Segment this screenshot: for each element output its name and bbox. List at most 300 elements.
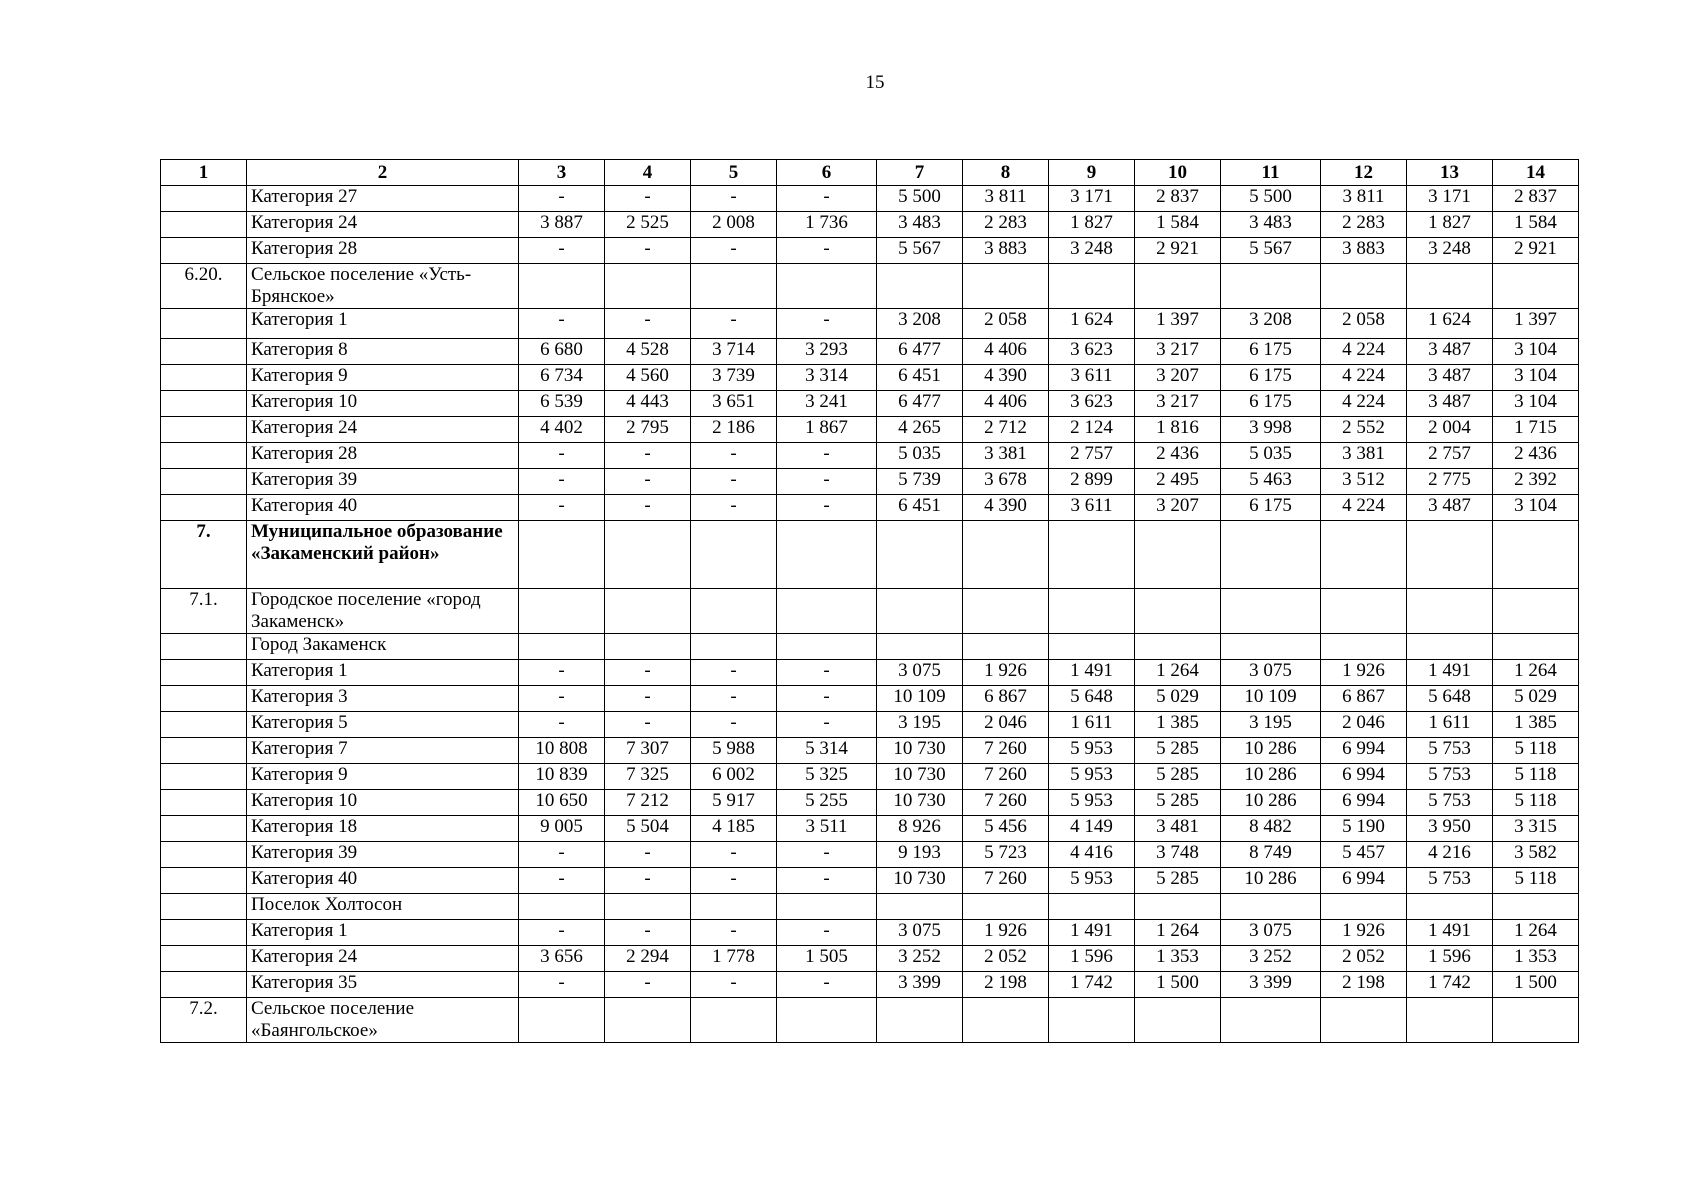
value-cell: 2 436	[1135, 443, 1221, 469]
row-number-cell	[161, 920, 247, 946]
value-cell: 5 255	[777, 790, 877, 816]
value-cell: -	[605, 309, 691, 339]
value-cell: -	[519, 686, 605, 712]
table-row	[161, 842, 1579, 868]
value-cell	[691, 634, 777, 660]
value-cell: 3 104	[1493, 365, 1579, 391]
value-cell: 1 926	[963, 920, 1049, 946]
value-cell: 10 730	[877, 790, 963, 816]
value-cell: 3 248	[1407, 238, 1493, 264]
value-cell: 5 029	[1493, 686, 1579, 712]
value-cell: 5 325	[777, 764, 877, 790]
value-cell	[1321, 894, 1407, 920]
value-cell: 3 104	[1493, 495, 1579, 521]
value-cell: 8 482	[1221, 816, 1321, 842]
row-name-cell: Категория 9	[247, 764, 519, 790]
column-header: 8	[963, 160, 1049, 186]
table-row	[161, 186, 1579, 212]
value-cell	[877, 589, 963, 634]
value-cell: 1 491	[1049, 660, 1135, 686]
row-number-cell	[161, 712, 247, 738]
value-cell: 3 811	[963, 186, 1049, 212]
row-number-cell	[161, 790, 247, 816]
value-cell: -	[691, 972, 777, 998]
value-cell	[1407, 521, 1493, 589]
value-cell: -	[691, 842, 777, 868]
value-cell: 1 491	[1049, 920, 1135, 946]
value-cell: -	[605, 186, 691, 212]
value-cell	[1221, 634, 1321, 660]
value-cell: 10 286	[1221, 868, 1321, 894]
value-cell: 5 648	[1049, 686, 1135, 712]
value-cell: -	[691, 186, 777, 212]
row-number-cell	[161, 816, 247, 842]
row-number-cell: 6.20.	[161, 264, 247, 309]
value-cell: 1 491	[1407, 920, 1493, 946]
value-cell	[519, 264, 605, 309]
value-cell: 6 477	[877, 391, 963, 417]
value-cell: -	[519, 660, 605, 686]
value-cell: 1 827	[1407, 212, 1493, 238]
value-cell: 1 500	[1135, 972, 1221, 998]
value-cell: 3 315	[1493, 816, 1579, 842]
value-cell: 1 584	[1493, 212, 1579, 238]
column-header: 11	[1221, 160, 1321, 186]
value-cell: 3 651	[691, 391, 777, 417]
value-cell	[1493, 521, 1579, 589]
value-cell: 3 207	[1135, 495, 1221, 521]
value-cell: 4 224	[1321, 365, 1407, 391]
value-cell	[1321, 634, 1407, 660]
value-cell: 4 560	[605, 365, 691, 391]
value-cell: 5 029	[1135, 686, 1221, 712]
table-row	[161, 868, 1579, 894]
value-cell	[1221, 264, 1321, 309]
value-cell: 3 075	[877, 920, 963, 946]
value-cell: 3 887	[519, 212, 605, 238]
value-cell	[605, 521, 691, 589]
value-cell	[1135, 264, 1221, 309]
value-cell: 5 118	[1493, 764, 1579, 790]
value-cell	[877, 634, 963, 660]
value-cell: 1 742	[1407, 972, 1493, 998]
value-cell: -	[691, 712, 777, 738]
value-cell: 1 742	[1049, 972, 1135, 998]
value-cell: 2 757	[1049, 443, 1135, 469]
row-name-cell: Категория 1	[247, 309, 519, 339]
value-cell: 5 567	[1221, 238, 1321, 264]
value-cell	[1135, 894, 1221, 920]
value-cell: 2 052	[963, 946, 1049, 972]
table-row	[161, 790, 1579, 816]
row-number-cell	[161, 894, 247, 920]
row-number-cell	[161, 495, 247, 521]
value-cell: -	[605, 469, 691, 495]
value-cell: 4 224	[1321, 339, 1407, 365]
value-cell: -	[691, 469, 777, 495]
table-row	[161, 738, 1579, 764]
value-cell: 5 953	[1049, 764, 1135, 790]
value-cell: -	[777, 238, 877, 264]
value-cell: 3 293	[777, 339, 877, 365]
value-cell	[1135, 521, 1221, 589]
value-cell: -	[605, 842, 691, 868]
value-cell: 5 753	[1407, 790, 1493, 816]
table-row	[161, 764, 1579, 790]
value-cell: -	[777, 495, 877, 521]
value-cell: 5 648	[1407, 686, 1493, 712]
value-cell: 5 285	[1135, 790, 1221, 816]
table-row	[161, 417, 1579, 443]
row-name-cell: Категория 40	[247, 868, 519, 894]
value-cell: 2 525	[605, 212, 691, 238]
value-cell: -	[777, 972, 877, 998]
value-cell: 10 808	[519, 738, 605, 764]
value-cell: 5 285	[1135, 764, 1221, 790]
value-cell	[1049, 264, 1135, 309]
value-cell: 10 109	[1221, 686, 1321, 712]
value-cell: 10 839	[519, 764, 605, 790]
value-cell: 6 477	[877, 339, 963, 365]
row-number-cell	[161, 660, 247, 686]
value-cell	[605, 894, 691, 920]
value-cell: 5 118	[1493, 790, 1579, 816]
value-cell: 3 611	[1049, 495, 1135, 521]
value-cell: 5 953	[1049, 738, 1135, 764]
value-cell: 3 623	[1049, 391, 1135, 417]
value-cell: -	[519, 495, 605, 521]
value-cell: 6 539	[519, 391, 605, 417]
row-name-cell: Категория 40	[247, 495, 519, 521]
value-cell: 1 736	[777, 212, 877, 238]
table-row	[161, 998, 1579, 1043]
value-cell: 1 596	[1049, 946, 1135, 972]
table-row	[161, 920, 1579, 946]
value-cell: 1 867	[777, 417, 877, 443]
value-cell	[1049, 521, 1135, 589]
value-cell: 4 224	[1321, 495, 1407, 521]
row-number-cell	[161, 469, 247, 495]
value-cell: 3 248	[1049, 238, 1135, 264]
value-cell: 5 753	[1407, 868, 1493, 894]
row-name-cell: Категория 24	[247, 946, 519, 972]
row-name-cell: Категория 1	[247, 660, 519, 686]
value-cell: 3 195	[877, 712, 963, 738]
row-number-cell	[161, 391, 247, 417]
row-number-cell	[161, 309, 247, 339]
value-cell: -	[519, 443, 605, 469]
table-row	[161, 712, 1579, 738]
row-name-cell: Категория 10	[247, 391, 519, 417]
value-cell: 1 778	[691, 946, 777, 972]
value-cell	[963, 521, 1049, 589]
value-cell: 3 381	[963, 443, 1049, 469]
row-name-cell: Городское поселение «город Закаменск»	[247, 589, 519, 634]
table-row	[161, 660, 1579, 686]
row-name-cell: Категория 24	[247, 417, 519, 443]
value-cell: 4 443	[605, 391, 691, 417]
value-cell: 2 283	[1321, 212, 1407, 238]
value-cell: 3 314	[777, 365, 877, 391]
value-cell: 4 185	[691, 816, 777, 842]
row-number-cell	[161, 686, 247, 712]
value-cell: -	[519, 868, 605, 894]
value-cell: 2 795	[605, 417, 691, 443]
value-cell	[605, 589, 691, 634]
value-cell: 10 286	[1221, 764, 1321, 790]
value-cell: 5 500	[877, 186, 963, 212]
value-cell	[1407, 264, 1493, 309]
value-cell: 3 217	[1135, 391, 1221, 417]
value-cell: 3 582	[1493, 842, 1579, 868]
value-cell: 8 926	[877, 816, 963, 842]
value-cell: 6 994	[1321, 764, 1407, 790]
value-cell: 2 186	[691, 417, 777, 443]
value-cell	[1049, 634, 1135, 660]
row-name-cell: Сельское поселение «Баянгольское»	[247, 998, 519, 1043]
value-cell	[963, 634, 1049, 660]
row-name-cell: Категория 28	[247, 443, 519, 469]
value-cell	[1135, 998, 1221, 1043]
value-cell	[963, 998, 1049, 1043]
table-row	[161, 894, 1579, 920]
value-cell: 6 451	[877, 495, 963, 521]
value-cell: -	[605, 443, 691, 469]
value-cell: 10 730	[877, 868, 963, 894]
column-header: 2	[247, 160, 519, 186]
row-number-cell	[161, 972, 247, 998]
row-name-cell: Категория 10	[247, 790, 519, 816]
value-cell	[691, 264, 777, 309]
column-header: 14	[1493, 160, 1579, 186]
value-cell: 3 483	[1221, 212, 1321, 238]
value-cell: 2 052	[1321, 946, 1407, 972]
value-cell: -	[691, 920, 777, 946]
value-cell: -	[519, 469, 605, 495]
page-number: 15	[865, 72, 885, 93]
column-header: 13	[1407, 160, 1493, 186]
value-cell: 3 678	[963, 469, 1049, 495]
value-cell	[963, 264, 1049, 309]
row-number-cell: 7.	[161, 521, 247, 589]
value-cell: 5 988	[691, 738, 777, 764]
row-number-cell	[161, 443, 247, 469]
value-cell: 6 867	[963, 686, 1049, 712]
value-cell	[1407, 894, 1493, 920]
table-row	[161, 309, 1579, 339]
value-cell	[963, 589, 1049, 634]
value-cell: 6 002	[691, 764, 777, 790]
value-cell: 5 190	[1321, 816, 1407, 842]
value-cell	[777, 264, 877, 309]
table-row	[161, 589, 1579, 634]
value-cell: 10 286	[1221, 738, 1321, 764]
value-cell	[519, 634, 605, 660]
value-cell: -	[605, 495, 691, 521]
value-cell	[1221, 894, 1321, 920]
row-name-cell: Сельское поселение «Усть-Брянское»	[247, 264, 519, 309]
value-cell: 5 723	[963, 842, 1049, 868]
value-cell: 1 397	[1493, 309, 1579, 339]
value-cell: 5 567	[877, 238, 963, 264]
value-cell: -	[605, 972, 691, 998]
value-cell	[877, 894, 963, 920]
value-cell: 3 998	[1221, 417, 1321, 443]
row-name-cell: Категория 7	[247, 738, 519, 764]
value-cell: 1 264	[1493, 660, 1579, 686]
value-cell: 1 264	[1493, 920, 1579, 946]
row-name-cell: Категория 9	[247, 365, 519, 391]
value-cell	[605, 998, 691, 1043]
value-cell: 1 385	[1135, 712, 1221, 738]
value-cell	[691, 521, 777, 589]
value-cell: 1 827	[1049, 212, 1135, 238]
value-cell: 2 392	[1493, 469, 1579, 495]
value-cell: -	[519, 712, 605, 738]
value-cell: 1 584	[1135, 212, 1221, 238]
value-cell: 3 075	[877, 660, 963, 686]
row-name-cell: Категория 39	[247, 469, 519, 495]
value-cell: 7 260	[963, 738, 1049, 764]
value-cell	[1321, 589, 1407, 634]
value-cell	[777, 998, 877, 1043]
value-cell	[1049, 998, 1135, 1043]
row-name-cell: Категория 35	[247, 972, 519, 998]
value-cell: 2 294	[605, 946, 691, 972]
value-cell: 1 397	[1135, 309, 1221, 339]
row-name-cell: Муниципальное образование «Закаменский район»	[247, 521, 519, 589]
table-row	[161, 365, 1579, 391]
value-cell: 3 171	[1407, 186, 1493, 212]
value-cell: 2 837	[1493, 186, 1579, 212]
value-cell: 5 463	[1221, 469, 1321, 495]
value-cell: 1 500	[1493, 972, 1579, 998]
value-cell	[1221, 589, 1321, 634]
table-row	[161, 495, 1579, 521]
value-cell: 1 624	[1049, 309, 1135, 339]
value-cell: 3 208	[877, 309, 963, 339]
value-cell: 3 217	[1135, 339, 1221, 365]
value-cell: 3 487	[1407, 391, 1493, 417]
table-row	[161, 238, 1579, 264]
value-cell: 5 285	[1135, 738, 1221, 764]
value-cell	[877, 521, 963, 589]
value-cell	[1135, 589, 1221, 634]
value-cell: 9 005	[519, 816, 605, 842]
value-cell	[605, 264, 691, 309]
row-name-cell: Категория 5	[247, 712, 519, 738]
value-cell	[519, 521, 605, 589]
table-row	[161, 946, 1579, 972]
value-cell: 6 994	[1321, 868, 1407, 894]
value-cell: 4 406	[963, 391, 1049, 417]
row-number-cell	[161, 212, 247, 238]
value-cell: 3 241	[777, 391, 877, 417]
value-cell: -	[605, 238, 691, 264]
value-cell: 3 511	[777, 816, 877, 842]
value-cell: 1 926	[1321, 920, 1407, 946]
value-cell: 3 487	[1407, 495, 1493, 521]
value-cell	[519, 589, 605, 634]
value-cell: 10 286	[1221, 790, 1321, 816]
value-cell: -	[605, 660, 691, 686]
value-cell: 2 436	[1493, 443, 1579, 469]
value-cell: 3 075	[1221, 660, 1321, 686]
value-cell: 2 046	[1321, 712, 1407, 738]
value-cell: -	[691, 309, 777, 339]
value-cell: 5 500	[1221, 186, 1321, 212]
value-cell	[1493, 589, 1579, 634]
row-number-cell	[161, 365, 247, 391]
value-cell	[1493, 998, 1579, 1043]
value-cell	[1321, 521, 1407, 589]
value-cell: 3 483	[877, 212, 963, 238]
value-cell: -	[777, 712, 877, 738]
value-cell: 6 994	[1321, 790, 1407, 816]
value-cell: 3 739	[691, 365, 777, 391]
value-cell: 5 504	[605, 816, 691, 842]
value-cell: 3 512	[1321, 469, 1407, 495]
value-cell: -	[519, 920, 605, 946]
row-name-cell: Категория 28	[247, 238, 519, 264]
value-cell: -	[605, 868, 691, 894]
value-cell: 4 216	[1407, 842, 1493, 868]
value-cell: 2 058	[1321, 309, 1407, 339]
value-cell: 10 109	[877, 686, 963, 712]
value-cell: 8 749	[1221, 842, 1321, 868]
value-cell	[877, 264, 963, 309]
value-cell: 3 104	[1493, 391, 1579, 417]
value-cell: -	[519, 186, 605, 212]
value-cell: 4 390	[963, 365, 1049, 391]
row-number-cell	[161, 417, 247, 443]
value-cell: 5 457	[1321, 842, 1407, 868]
column-header: 6	[777, 160, 877, 186]
value-cell: -	[777, 868, 877, 894]
value-cell: 3 075	[1221, 920, 1321, 946]
value-cell: 5 456	[963, 816, 1049, 842]
value-cell	[519, 894, 605, 920]
value-cell: 1 611	[1049, 712, 1135, 738]
row-name-cell: Город Закаменск	[247, 634, 519, 660]
value-cell: 3 883	[963, 238, 1049, 264]
value-cell: 5 118	[1493, 738, 1579, 764]
value-cell: 6 734	[519, 365, 605, 391]
value-cell: 5 314	[777, 738, 877, 764]
row-number-cell: 7.1.	[161, 589, 247, 634]
value-cell: 6 680	[519, 339, 605, 365]
row-name-cell: Категория 18	[247, 816, 519, 842]
value-cell: 3 252	[877, 946, 963, 972]
value-cell: -	[691, 868, 777, 894]
value-cell: 2 899	[1049, 469, 1135, 495]
value-cell: 6 175	[1221, 365, 1321, 391]
value-cell: -	[605, 920, 691, 946]
value-cell: 1 596	[1407, 946, 1493, 972]
value-cell: -	[691, 495, 777, 521]
value-cell: 3 487	[1407, 339, 1493, 365]
row-number-cell	[161, 634, 247, 660]
value-cell: 3 381	[1321, 443, 1407, 469]
value-cell: 3 811	[1321, 186, 1407, 212]
value-cell: -	[691, 660, 777, 686]
value-cell: 6 175	[1221, 391, 1321, 417]
value-cell: -	[777, 842, 877, 868]
table-row	[161, 264, 1579, 309]
value-cell: 3 195	[1221, 712, 1321, 738]
value-cell: 2 124	[1049, 417, 1135, 443]
value-cell: -	[691, 443, 777, 469]
